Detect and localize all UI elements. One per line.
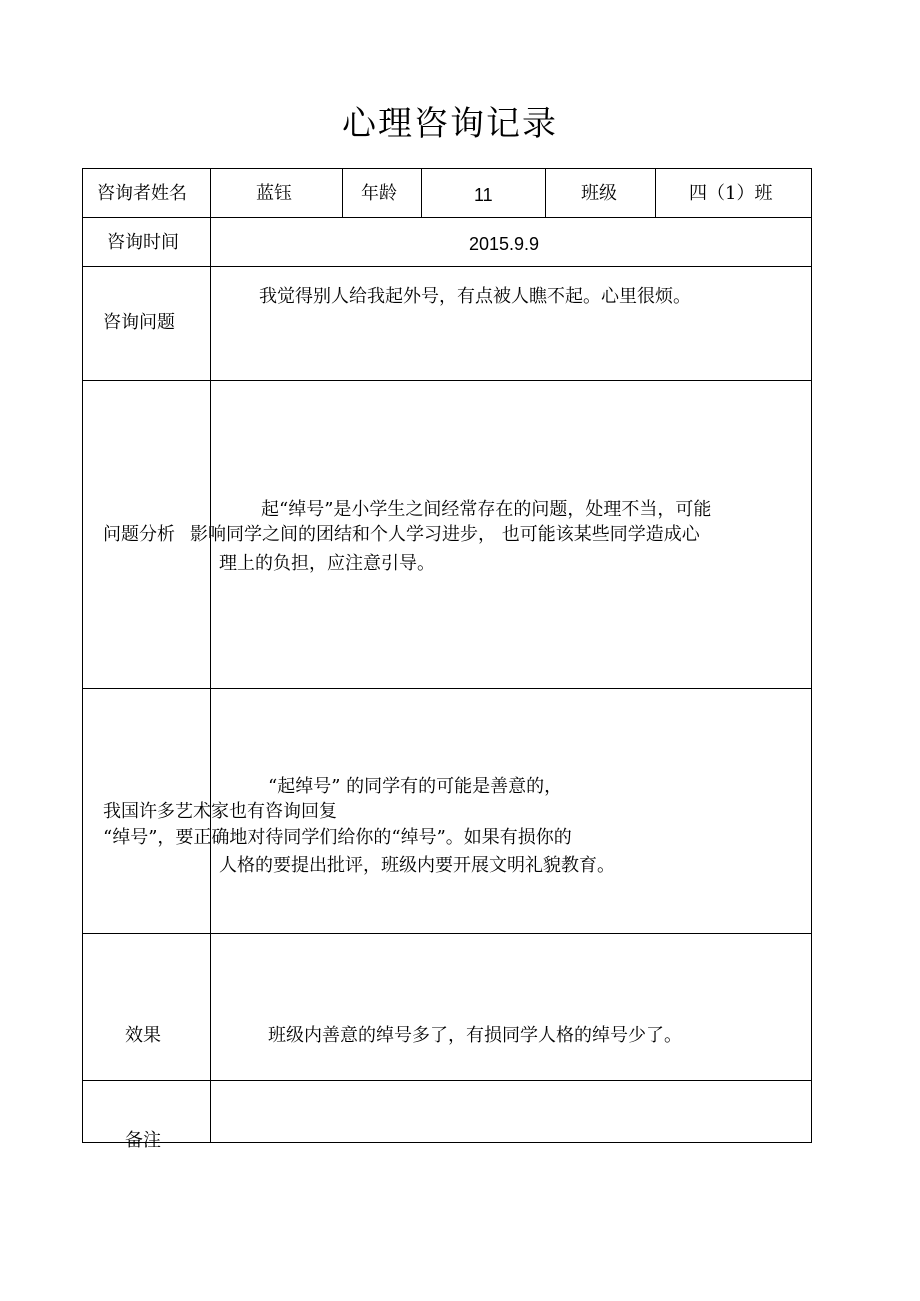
problem-label: 咨询问题 (103, 312, 175, 333)
reply-line-3: “绰号”，要正确地对待同学们给你的“绰号”。如果有损你的 (103, 827, 572, 848)
table-divider (82, 1080, 812, 1081)
reply-line-4: 人格的要提出批评，班级内要开展文明礼貌教育。 (219, 855, 615, 876)
remarks-label: 备注 (125, 1130, 161, 1151)
age-label: 年龄 (361, 183, 397, 204)
time-label: 咨询时间 (107, 232, 179, 253)
reply-line-1: “起绰号” 的同学有的可能是善意的， (268, 776, 563, 797)
table-divider (82, 933, 812, 934)
table-divider (82, 380, 812, 381)
table-divider (82, 266, 812, 267)
table-border-right (811, 168, 812, 1143)
effect-label: 效果 (125, 1025, 161, 1046)
table-divider (82, 217, 812, 218)
label-column-divider (210, 168, 211, 1143)
problem-text: 我觉得别人给我起外号，有点被人瞧不起。心里很烦。 (259, 286, 691, 307)
table-border-left (82, 168, 83, 1143)
name-label: 咨询者姓名 (97, 183, 187, 204)
table-border-bottom (82, 1142, 812, 1143)
reply-line-2: 我国许多艺术家也有咨询回复 (103, 801, 337, 822)
row1-divider (545, 168, 546, 217)
analysis-line-3: 理上的负担，应注意引导。 (219, 553, 435, 574)
row1-divider (421, 168, 422, 217)
name-value: 蓝钰 (256, 183, 292, 204)
table-divider (82, 688, 812, 689)
time-value: 2015.9.9 (469, 234, 540, 254)
row1-divider (342, 168, 343, 217)
table-border-top (82, 168, 812, 169)
page-title: 心理咨询记录 (342, 104, 558, 144)
analysis-line-2: 影响同学之间的团结和个人学习进步， 也可能该某些同学造成心 (190, 524, 700, 545)
effect-text: 班级内善意的绰号多了，有损同学人格的绰号少了。 (268, 1025, 682, 1046)
age-value: 11 (474, 185, 493, 205)
analysis-line-1: 起“绰号”是小学生之间经常存在的问题，处理不当，可能 (261, 499, 712, 520)
class-label: 班级 (581, 183, 617, 204)
class-value: 四（1）班 (689, 183, 773, 204)
analysis-label: 问题分析 (103, 524, 175, 545)
row1-divider (655, 168, 656, 217)
